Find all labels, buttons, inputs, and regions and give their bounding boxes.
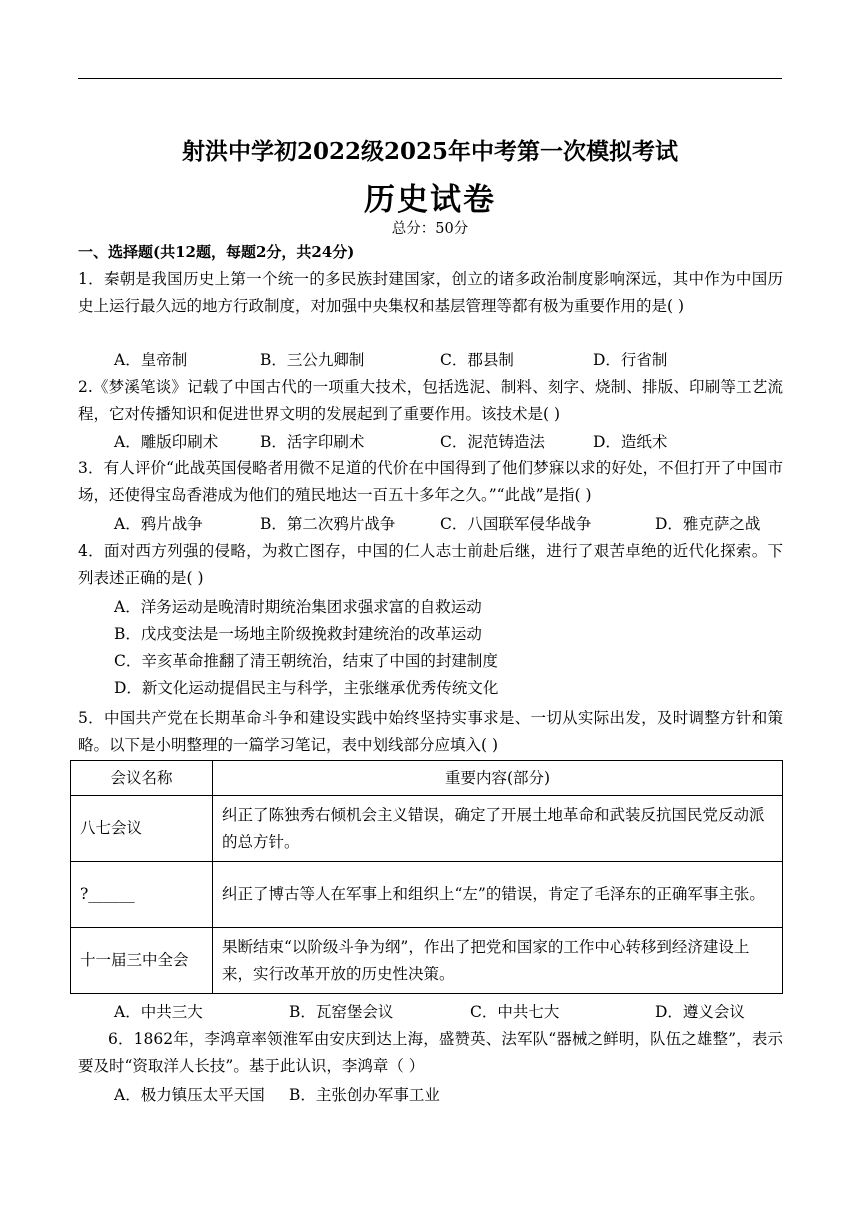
question-5-option-b: B．瓦窑堡会议 — [289, 1003, 394, 1021]
question-2-option-b: B．活字印刷术 — [260, 433, 365, 451]
question-5-option-a: A．中共三大 — [114, 1003, 203, 1021]
table-row — [71, 862, 783, 928]
question-1-options — [114, 347, 794, 373]
question-4-option-b: B．戊戌变法是一场地主阶级挽救封建统治的改革运动 — [114, 625, 482, 643]
section-heading: 一、选择题(共12题，每题2分，共24分) — [78, 243, 355, 261]
meeting-table — [70, 760, 783, 994]
total-score: 总分：50分 — [391, 221, 469, 237]
table-cell-meeting: 八七会议 — [71, 796, 213, 862]
table-row — [71, 928, 783, 994]
question-3-option-d: D．雅克萨之战 — [655, 515, 761, 533]
question-5-stem: 5．中国共产党在长期革命斗争和建设实践中始终坚持实事求是、一切从实际出发，及时调整方针和策略。以下是小明整理的一篇学习笔记，表中划线部分应填入( ) — [78, 709, 783, 754]
question-2-stem: 2.《梦溪笔谈》记载了中国古代的一项重大技术，包括选泥、制料、刻字、烧制、排版、印刷等工艺流程，它对传播知识和促进世界文明的发展起到了重要作用。该技术是( ) — [78, 378, 783, 423]
question-3-option-b: B．第二次鸦片战争 — [260, 515, 396, 533]
question-4-option-a: A．洋务运动是晚清时期统治集团求强求富的自救运动 — [114, 598, 482, 616]
question-2-options — [114, 429, 794, 455]
question-3-options — [114, 511, 794, 537]
question-1-option-d: D．行省制 — [593, 351, 668, 369]
question-2-option-c: C．泥范铸造法 — [440, 433, 545, 451]
question-6-stem: 6．1862年，李鸿章率领淮军由安庆到达上海，盛赞英、法军队“器械之鲜明，队伍之雄整”，表示要及时“资取洋人长技”。基于此认识，李鸿章（ ） — [78, 1030, 783, 1075]
table-cell-content: 纠正了陈独秀右倾机会主义错误，确定了开展土地革命和武装反抗国民党反动派的总方针。 — [213, 796, 783, 862]
table-header-meeting: 会议名称 — [71, 761, 213, 796]
table-row — [71, 796, 783, 862]
question-6-options — [114, 1082, 794, 1108]
exam-title: 射洪中学初2022级2025年中考第一次模拟考试 — [181, 138, 679, 165]
table-header-row — [71, 761, 783, 796]
question-4-option-c: C．辛亥革命推翻了清王朝统治，结束了中国的封建制度 — [114, 652, 498, 670]
question-6-option-a: A．极力镇压太平天国 — [114, 1086, 265, 1104]
question-1-option-b: B．三公九卿制 — [260, 351, 365, 369]
question-6-option-b: B．主张创办军事工业 — [289, 1086, 440, 1104]
table-cell-content: 果断结束“以阶级斗争为纲”，作出了把党和国家的工作中心转移到经济建设上来，实行改革开放的历史性决策。 — [213, 928, 783, 994]
question-3-option-c: C．八国联军侵华战争 — [440, 515, 592, 533]
question-4-option-d: D．新文化运动提倡民主与科学，主张继承优秀传统文化 — [114, 679, 499, 697]
question-1-option-c: C．郡县制 — [440, 351, 514, 369]
question-4-stem: 4．面对西方列强的侵略，为救亡图存，中国的仁人志士前赴后继，进行了艰苦卓绝的近代化探索。下列表述正确的是( ) — [78, 542, 783, 587]
question-1-option-a: A．皇帝制 — [114, 351, 188, 369]
table-cell-meeting: 十一届三中全会 — [71, 928, 213, 994]
question-5-option-d: D．遵义会议 — [655, 1003, 745, 1021]
table-header-content: 重要内容(部分) — [213, 761, 783, 796]
table-cell-content: 纠正了博古等人在军事上和组织上“左”的错误，肯定了毛泽东的正确军事主张。 — [213, 862, 783, 928]
question-3-option-a: A．鸦片战争 — [114, 515, 203, 533]
question-2-option-d: D．造纸术 — [593, 433, 668, 451]
subject-title: 历史试卷 — [364, 182, 496, 218]
table-cell-meeting-blank: ?______ — [71, 862, 213, 928]
question-5-option-c: C．中共七大 — [470, 1003, 560, 1021]
question-5-options — [114, 999, 794, 1025]
question-2-option-a: A．雕版印刷术 — [114, 433, 219, 451]
header-rule — [78, 78, 782, 79]
question-1-stem: 1．秦朝是我国历史上第一个统一的多民族封建国家，创立的诸多政治制度影响深远，其中作为中国历史上运行最久远的地方行政制度，对加强中央集权和基层管理等都有极为重要作用的是( ) — [78, 270, 783, 315]
question-3-stem: 3．有人评价“此战英国侵略者用微不足道的代价在中国得到了他们梦寐以求的好处，不但打开了中国市场，还使得宝岛香港成为他们的殖民地达一百五十多年之久。”“此战”是指( ) — [78, 459, 783, 504]
